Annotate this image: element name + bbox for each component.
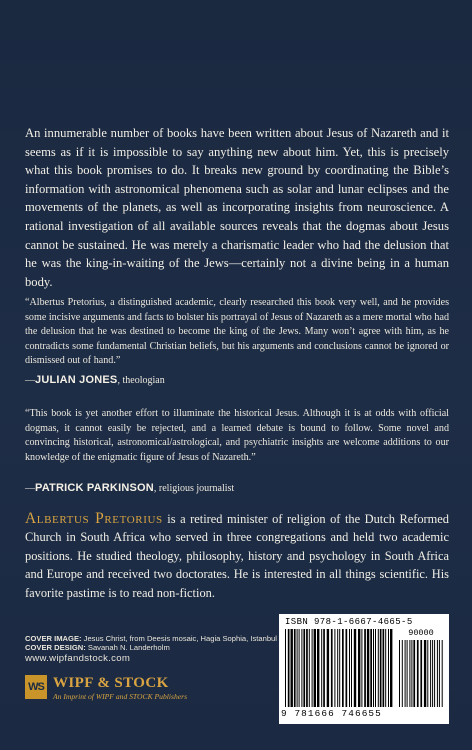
barcode-bar [427, 640, 428, 707]
barcode-bar [285, 629, 286, 707]
author-bio-text: is a retired minister of religion of the Dutch Reformed Church in South Africa who served in three congregations and held two academic positions. He studied theology, philosophy, history and psychology in South Africa and Europe and received two doctorates. He is interested in all things scientific. His favorite pastime is to read non-fiction. [25, 512, 449, 600]
barcode-bar [327, 629, 329, 707]
credit-label: COVER IMAGE: [25, 634, 82, 643]
barcode-bar [424, 640, 426, 707]
attribution-dash: — [25, 483, 35, 494]
endorsement-attribution [25, 482, 234, 494]
credit-label: COVER DESIGN: [25, 643, 86, 653]
endorser-name: JULIAN JONES [35, 374, 118, 386]
barcode-bar [364, 629, 366, 707]
barcode-bar [420, 640, 422, 707]
barcode-bar [349, 629, 350, 707]
endorser-role: , religious journalist [153, 483, 235, 494]
barcode-bar [303, 629, 305, 707]
barcode-bar [312, 629, 313, 707]
barcode-bar [334, 629, 335, 707]
barcode-bar [370, 629, 372, 707]
price-code: 90000 [408, 628, 434, 638]
barcode-bar [346, 629, 348, 707]
ws-logo-icon: WS [25, 675, 47, 699]
barcode-bar [375, 629, 376, 707]
barcode-bar [337, 629, 338, 707]
barcode-bar [361, 629, 362, 707]
barcode-bar [331, 629, 333, 707]
barcode-bar [434, 640, 435, 707]
barcode-bar [399, 640, 400, 707]
barcode-bar [378, 629, 379, 707]
barcode-bar [301, 629, 302, 707]
barcode-bar [417, 640, 419, 707]
barcode-bar [390, 629, 392, 707]
endorsement-quote: “Albertus Pretorius, a distinguished academic, clearly researched this book very well, and he provides some incisive arguments and facts to bolster his portrayal of Jesus of Nazareth as a mere mortal who had the delusion that he was destined to become the king of the Jews. Many won’t agree with him, as he contradicts some fundamental Christian beliefs, but his arguments and conclusions cannot be ignored or dismissed out of hand.” [25, 297, 449, 366]
barcode-bar [288, 629, 290, 707]
barcode-bar [342, 629, 344, 707]
barcode-bar [405, 640, 406, 707]
barcode-bar [442, 640, 443, 707]
ean-digits: 9 781666 746655 [281, 708, 382, 719]
barcode-bar [351, 629, 352, 707]
endorser-name: PATRICK PARKINSON [35, 482, 154, 494]
barcode-bar [409, 640, 410, 707]
barcode-bar [439, 640, 440, 707]
publisher-name: WIPF & STOCK [53, 675, 169, 691]
barcode-bar [354, 629, 356, 707]
author-name: Albertus Pretorius [25, 510, 163, 527]
barcode-bar [413, 640, 415, 707]
barcode-bar [321, 629, 322, 707]
isbn-barcode [279, 614, 449, 724]
endorser-role: , theologian [117, 375, 165, 386]
barcode-bar [383, 629, 385, 707]
barcode-supplement-bars [399, 640, 443, 707]
endorsement-attribution [25, 374, 165, 386]
publisher-logo [25, 675, 255, 707]
author-bio [25, 510, 449, 602]
barcode-bar [385, 629, 386, 707]
barcode-bar [317, 629, 319, 707]
barcode-bar [367, 629, 369, 707]
barcode-bar [314, 629, 316, 707]
barcode-bar [299, 629, 300, 707]
barcode-bars [285, 629, 393, 707]
barcode-bar [411, 640, 412, 707]
barcode-bar [388, 629, 389, 707]
barcode-bar [309, 629, 310, 707]
barcode-bar [402, 640, 403, 707]
isbn-number: ISBN 978-1-6667-4665-5 [285, 617, 413, 627]
publisher-website: www.wipfandstock.com [25, 652, 131, 664]
credit-value: Savanah N. Landerholm [85, 643, 170, 653]
credit-value: Jesus Christ, from Deesis mosaic, Hagia Sophia, Istanbul [81, 634, 277, 643]
barcode-bar [407, 640, 408, 707]
barcode-bar [358, 629, 360, 707]
book-description: An innumerable number of books have been written about Jesus of Nazareth and it seems as if it is impossible to say anything new about him. Yet, this is precisely what this book promises to do. It breaks new ground by coordinating the Bible’s information with astronomical phenomena such as solar and lunar eclipses and the movements of the planets, as well as incorporating insights from neuroscience. A rational investigation of all available sources reveals that the dogmas about Jesus cannot be sustained. He was merely a charismatic leader who had the delusion that he was the king-in-waiting of the Jews—certainly not a divine being in a human body. [25, 126, 449, 289]
barcode-bar [291, 629, 293, 707]
barcode-bar [294, 629, 296, 707]
barcode-bar [432, 640, 433, 707]
barcode-bar [297, 629, 298, 707]
barcode-bar [437, 640, 438, 707]
endorsement-quote: “This book is yet another effort to illuminate the historical Jesus. Although it is at odds with official dogmas, it cannot easily be rejected, and a learned debate is bound to follow. Some novel and convincing historical, astronomical/astrological, and psychiatric insights are welcome additions to our knowledge of the enigmatic figure of Jesus of Nazareth.” [25, 408, 449, 463]
barcode-bar [430, 640, 431, 707]
barcode-bar [323, 629, 325, 707]
barcode-bar [380, 629, 382, 707]
publisher-imprint: An Imprint of WIPF and STOCK Publishers [53, 692, 188, 701]
barcode-bar [306, 629, 308, 707]
barcode-bar [373, 629, 374, 707]
attribution-dash: — [25, 375, 35, 386]
barcode-bar [339, 629, 340, 707]
